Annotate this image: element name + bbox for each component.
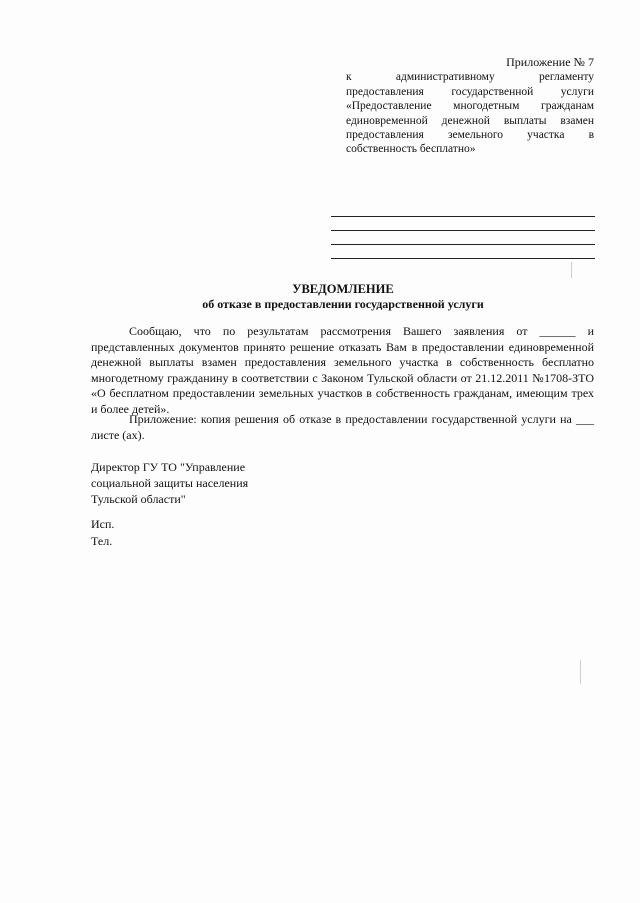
appendix-line: «Предоставление многодетным гражданам — [346, 100, 594, 113]
signature-line: Тульской области" — [91, 492, 186, 506]
scan-artifact — [571, 262, 572, 278]
footer-block — [91, 516, 114, 549]
scan-artifact — [580, 660, 581, 684]
notice-body — [91, 324, 594, 418]
attachment-paragraph: Приложение: копия решения об отказе в предоставлении государственной услуги на ___ листе (ах). — [91, 412, 594, 442]
notice-body-paragraph: Сообщаю, что по результатам рассмотрения Вашего заявления от ______ и представленных документов принято решение отказать Вам в предоставлении единовременной денежной выплаты взамен предоставления земельного участка в собственность бесплатно многодетному гражданину в соответствии с Законом Тульской области от 21.12.2011 №1708-ЗТО «О бесплатном предоставлении земельных участков в собственность гражданам, имеющим трех и более детей». — [91, 324, 594, 416]
address-blank-line — [331, 210, 595, 217]
signature-line: Директор ГУ ТО "Управление — [91, 460, 246, 474]
phone-label: Тел. — [91, 533, 113, 548]
address-blank-line — [331, 231, 595, 245]
notice-title: УВЕДОМЛЕНИЕ — [292, 282, 394, 296]
signature-line: социальной защиты населения — [91, 476, 249, 490]
notice-subtitle: об отказе в предоставлении государственной услуги — [202, 297, 484, 311]
signature-block — [91, 459, 351, 507]
appendix-number: Приложение № 7 — [506, 55, 594, 69]
appendix-line: предоставления земельного участка в — [346, 129, 594, 142]
appendix-line: к административному регламенту — [346, 71, 594, 84]
executor-label: Исп. — [91, 517, 115, 531]
recipient-address-lines — [331, 210, 595, 259]
appendix-line: единовременной денежной выплаты взамен — [346, 114, 594, 127]
address-blank-line — [331, 217, 595, 231]
appendix-line: предоставления государственной услуги — [346, 85, 594, 98]
appendix-block — [346, 55, 594, 157]
address-blank-line — [331, 245, 595, 259]
appendix-line: собственность бесплатно» — [346, 143, 476, 156]
attachment-note — [91, 412, 594, 443]
